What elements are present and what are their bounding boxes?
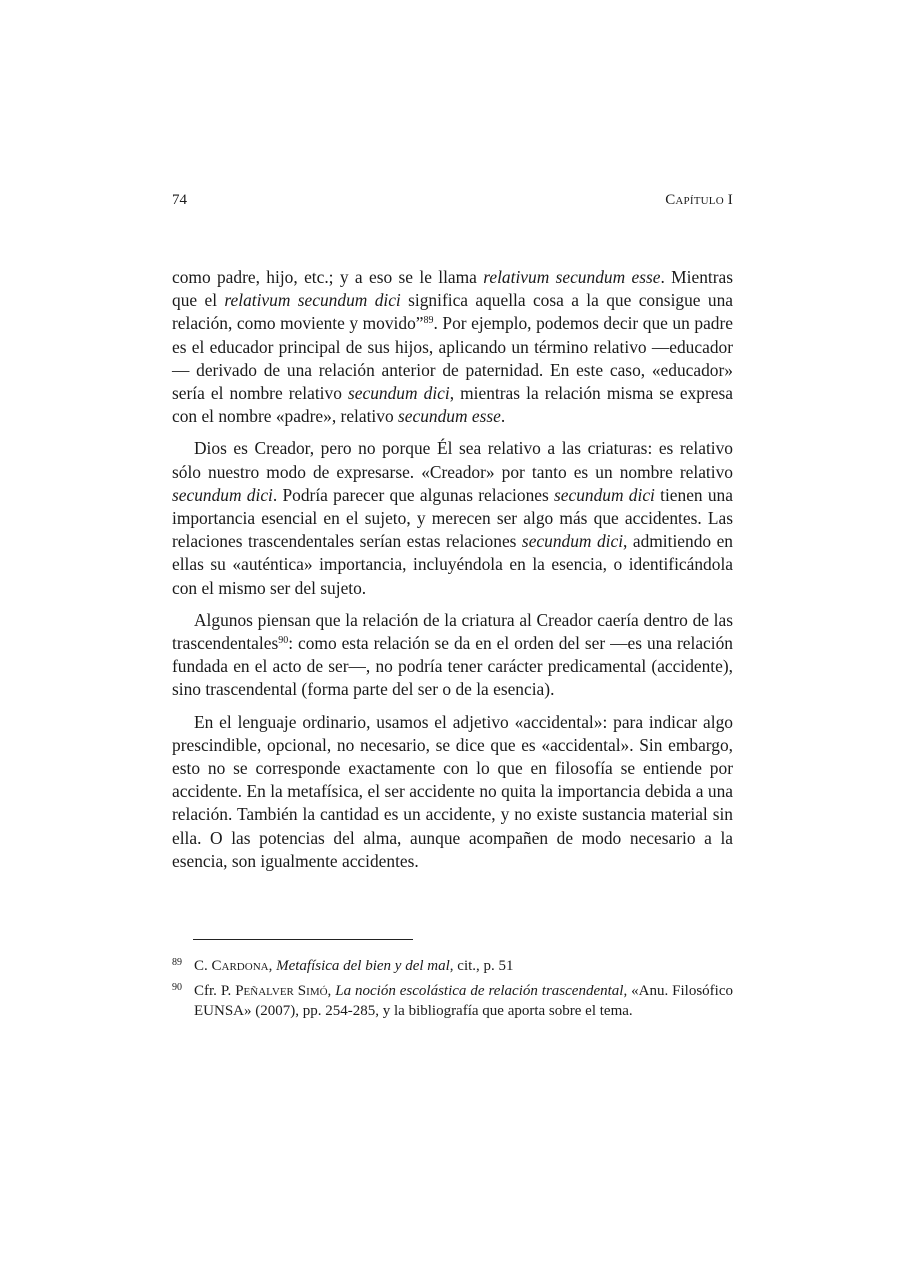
footnote-number: 89	[172, 957, 182, 968]
page-header	[172, 192, 733, 214]
paragraph-1: como padre, hijo, etc.; y a eso se le llama relativum secundum esse. Mientras que el relativum secundum dici significa aquella cosa a la que consigue una relación, como moviente y movido”$^{89}$. Por ejemplo, podemos decir que un padre es el educador principal de sus hijos, aplicando un término relativo —educador— derivado de una relación anterior de paternidad. En este caso, «educador» sería el nombre relativo secundum dici, mientras la relación misma se expresa con el nombre «padre», relativo secundum esse.	[172, 267, 734, 427]
footnote-90: 90 Cfr. P. Peñalver Simó, La noción escolástica de relación trascendental, «Anu. Filosófico EUNSA» (2007), pp. 254-285, y la bibliografía que aporta sobre el tema.	[172, 982, 734, 1019]
paragraph-3: Algunos piensan que la relación de la criatura al Creador caería dentro de las trascendentales$^{90}$: como esta relación se da en el orden del ser —es una relación fundada en el acto de ser—, no podría tener carácter predicamental (accidente), sino trascendental (forma parte del ser o de la esencia).	[172, 609, 733, 700]
body-text	[172, 266, 733, 882]
footnote-ref-89[interactable]: 89	[423, 315, 434, 327]
footnote-ref-90[interactable]: 90	[278, 635, 289, 647]
footnote-author: Peñalver Simó	[235, 983, 328, 1000]
footnote-author: Cardona	[211, 958, 269, 974]
paragraph-4: En el lenguaje ordinario, usamos el adjetivo «accidental»: para indicar algo prescindible, opcional, no necesario, se dice que es «accidental». Sin embargo, esto no se corresponde exactamente con lo que en filosofía se entiende por accidente. En la metafísica, el ser accidente no quita la importancia debida a una relación. También la cantidad es un accidente, y no existe sustancia material sin ella. O las potencias del alma, aunque acompañen de modo necesario a la esencia, son igualmente accidentes.	[172, 711, 733, 871]
running-head: Capítulo I	[665, 192, 733, 208]
footnote-title: Metafísica del bien y del mal	[276, 958, 450, 974]
footnote-divider	[193, 939, 413, 940]
footnotes	[172, 957, 733, 1027]
paragraph-2: Dios es Creador, pero no porque Él sea relativo a las criaturas: es relativo sólo nuestro modo de expresarse. «Creador» por tanto es un nombre relativo secundum dici. Podría parecer que algunas relaciones secundum dici tienen una importancia esencial en el sujeto, y merecen ser algo más que accidentes. Las relaciones trascendentales serían estas relaciones secundum dici, admitiendo en ellas su «auténtica» importancia, incluyéndola en la esencia, o identificándola con el mismo ser del sujeto.	[172, 438, 733, 598]
footnote-number: 90	[172, 982, 182, 994]
footnote-title: La noción escolástica de relación trascendental	[335, 983, 624, 1000]
page-number: 74	[172, 192, 187, 208]
footnote-89: 89 C. Cardona, Metafísica del bien y del mal, cit., p. 51	[172, 957, 514, 974]
